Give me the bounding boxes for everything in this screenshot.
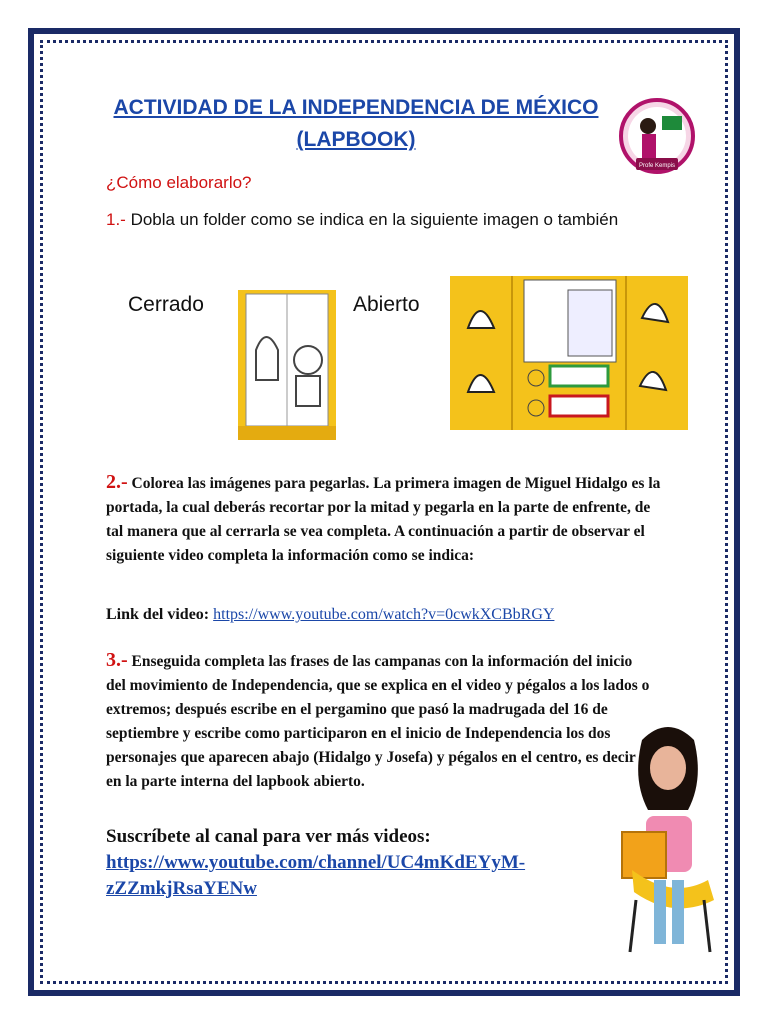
- step-3-number: 3.-: [106, 649, 128, 671]
- video-link-line: [106, 606, 554, 624]
- video-link-label: Link del video:: [106, 606, 214, 623]
- channel-link-line-1[interactable]: https://www.youtube.com/channel/UC4mKdEYyM-: [106, 852, 526, 873]
- closed-folder-image: [238, 290, 336, 440]
- step-1-number: 1.-: [106, 210, 126, 229]
- step-2-text: Colorea las imágenes para pegarlas. La primera imagen de Miguel Hidalgo es la portada, la cual deberás recortar por la mitad y pegarla en la parte de enfrente, de tal manera que al cerrarla se vea completa. A continuación a partir de observar el siguiente video completa la información como se indica:: [106, 475, 661, 564]
- title-line-2: (LAPBOOK): [296, 128, 416, 151]
- subscribe-block: [106, 824, 606, 902]
- page-title: [100, 92, 612, 156]
- open-label: Abierto: [353, 293, 420, 316]
- teacher-badge-image: [618, 96, 696, 180]
- video-link[interactable]: https://www.youtube.com/watch?v=0cwkXCBbRGY: [213, 606, 555, 623]
- channel-link-line-2[interactable]: zZZmkjRsaYENw: [106, 878, 257, 899]
- how-to-heading: ¿Cómo elaborarlo?: [106, 173, 252, 192]
- subscribe-text: Suscríbete al canal para ver más videos:: [106, 826, 431, 847]
- step-1: [106, 210, 618, 230]
- open-folder-image: [450, 268, 688, 438]
- step-3-text: Enseguida completa las frases de las campanas con la información del inicio del movimiento de Independencia, que se explica en el video y pégalos a los lados o extremos; después escribe en el pergamino que pasó la madrugada del 16 de septiembre y escribe como participaron en el inicio de Independencia los dos personajes que aparecen abajo (Hidalgo y Josefa) y pégalos en el centro, es decir en la parte interna del lapbook abierto.: [106, 653, 650, 790]
- title-line-1: ACTIVIDAD DE LA INDEPENDENCIA DE MÉXICO: [113, 96, 599, 119]
- closed-label: Cerrado: [128, 293, 204, 316]
- step-1-text: Dobla un folder como se indica en la siguiente imagen o también: [125, 210, 619, 229]
- step-3-paragraph: [106, 648, 654, 794]
- badge-text: Profe Kempis: [638, 163, 676, 169]
- teacher-avatar-illustration: [612, 720, 722, 956]
- step-2-number: 2.-: [106, 471, 128, 493]
- step-2-paragraph: [106, 470, 666, 568]
